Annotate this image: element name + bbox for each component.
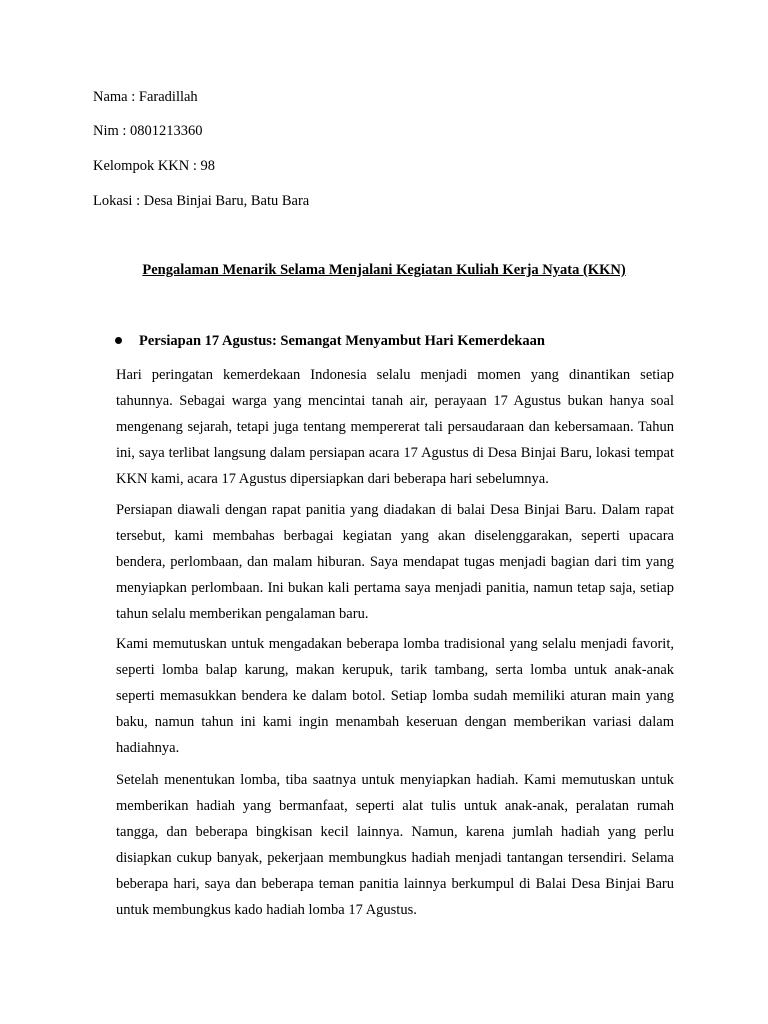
- student-name: Nama : Faradillah: [93, 89, 198, 105]
- paragraph: Kami memutuskan untuk mengadakan beberapa lomba tradisional yang selalu menjadi favorit, seperti lomba balap karung, makan kerupuk, tarik tambang, serta lomba untuk anak-anak seperti memasukkan bendera ke dalam botol. Setiap lomba sudah memiliki aturan main yang baku, namun tahun ini kami ingin menambah keseruan dengan memberikan variasi dalam hadiahnya.: [116, 636, 674, 757]
- bullet-icon: [115, 337, 122, 344]
- paragraph: Hari peringatan kemerdekaan Indonesia selalu menjadi momen yang dinantikan setiap tahunnya. Sebagai warga yang mencintai tanah air, perayaan 17 Agustus bukan hanya soal mengenang sejarah, tetapi juga tentang mempererat tali persaudaraan dan kebersamaan. Tahun ini, saya terlibat langsung dalam persiapan acara 17 Agustus di Desa Binjai Baru, lokasi tempat KKN kami, acara 17 Agustus dipersiapkan dari beberapa hari sebelumnya.: [116, 367, 674, 488]
- paragraph: Persiapan diawali dengan rapat panitia yang diadakan di balai Desa Binjai Baru. Dalam rapat tersebut, kami membahas berbagai kegiatan yang akan diselenggarakan, seperti upacara bendera, perlombaan, dan malam hiburan. Saya mendapat tugas menjadi bagian dari tim yang menyiapkan perlombaan. Ini bukan kali pertama saya menjadi panitia, namun tetap saja, setiap tahun selalu memberikan pengalaman baru.: [116, 502, 674, 623]
- section-heading: Persiapan 17 Agustus: Semangat Menyambut Hari Kemerdekaan: [139, 333, 545, 349]
- document-title: Pengalaman Menarik Selama Menjalani Kegiatan Kuliah Kerja Nyata (KKN): [142, 262, 626, 278]
- paragraph: Setelah menentukan lomba, tiba saatnya untuk menyiapkan hadiah. Kami memutuskan untuk memberikan hadiah yang bermanfaat, seperti alat tulis untuk anak-anak, peralatan rumah tangga, dan beberapa bingkisan kecil lainnya. Namun, karena jumlah hadiah yang perlu disiapkan cukup banyak, pekerjaan membungkus hadiah menjadi tantangan tersendiri. Selama beberapa hari, saya dan beberapa teman panitia lainnya berkumpul di Balai Desa Binjai Baru untuk membungkus kado hadiah lomba 17 Agustus.: [116, 772, 674, 919]
- location: Lokasi : Desa Binjai Baru, Batu Bara: [93, 193, 310, 209]
- kkn-group: Kelompok KKN : 98: [93, 158, 216, 174]
- student-id: Nim : 0801213360: [93, 123, 203, 139]
